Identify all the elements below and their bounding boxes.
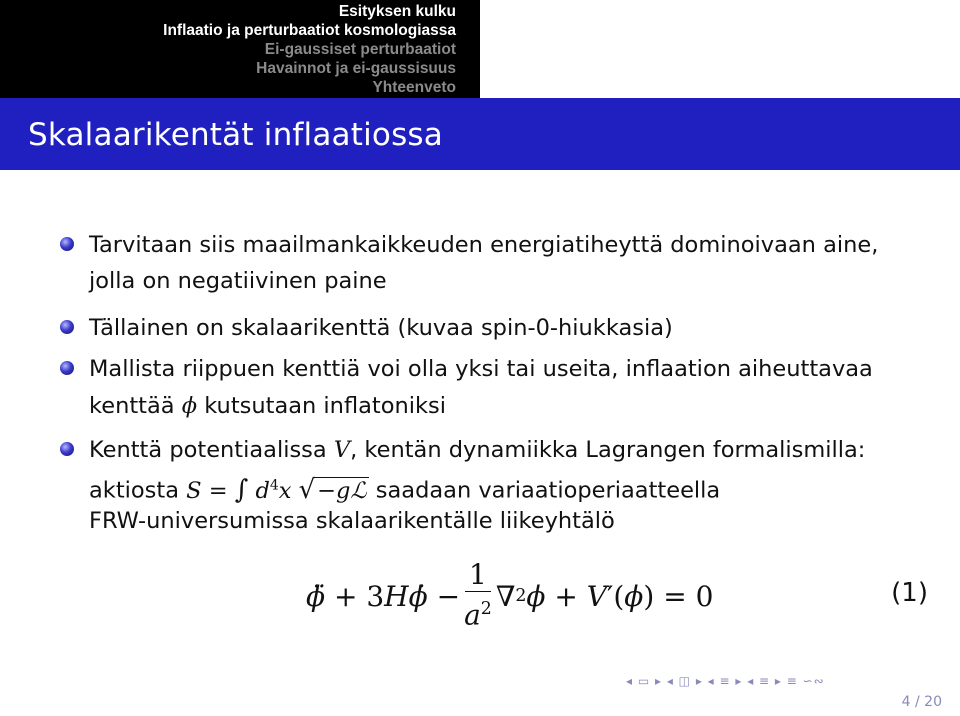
- page-counter: 4 / 20: [901, 694, 942, 710]
- bullet-3-text-post: kutsutaan inflatoniksi: [204, 393, 447, 419]
- potential-symbol: V: [333, 437, 351, 463]
- bullet-ball-icon: [60, 237, 74, 251]
- section-link-inflaatio[interactable]: Inflaatio ja perturbaatiot kosmologiassa: [163, 22, 456, 39]
- action-formula: S = ∫ $d^4x$ √−gℒ: [186, 474, 367, 505]
- bullet-4-line-2-pre: aktiosta: [89, 477, 179, 504]
- headline-bar: [0, 0, 960, 98]
- bullet-3-line-2: [89, 387, 446, 425]
- equation-number: (1): [891, 578, 928, 608]
- equation-of-motion: ϕ̈ + 3 H ϕ̇ − $\frac{1}{a^2}$ ∇ 2 ϕ + V ′( ϕ ) = 0: [306, 558, 714, 632]
- bullet-1-line-1: Tarvitaan siis maailmankaikkeuden energiatiheyttä dominoivaan aine,: [89, 232, 879, 258]
- bullet-4-line-1: [89, 431, 865, 469]
- beamer-navigation-symbols[interactable]: ◂ ▭ ▸ ◂ ◫ ▸ ◂ ≡ ▸ ◂ ≡ ▸ ≡ ∽∾: [626, 674, 825, 688]
- frame-title: Skalaarikentät inflaatiossa: [28, 117, 443, 153]
- section-link-havainnot[interactable]: Havainnot ja ei-gaussisuus: [256, 60, 456, 77]
- bullet-3-line-1: Mallista riippuen kenttiä voi olla yksi tai useita, inflaation aiheuttavaa: [89, 356, 873, 382]
- section-navigation: [16, 0, 456, 97]
- bullet-ball-icon: [60, 320, 74, 334]
- bullet-4-text-pre: Kenttä potentiaalissa: [89, 437, 327, 463]
- bullet-3-text-pre: kenttää: [89, 393, 175, 419]
- section-link-esityksen-kulku[interactable]: Esityksen kulku: [338, 3, 456, 20]
- bullet-ball-icon: [60, 442, 74, 456]
- bullet-ball-icon: [60, 361, 74, 375]
- bullet-4-line-2-post: saadaan variaatioperiaatteella: [375, 477, 721, 504]
- bullet-4-line-3: FRW-universumissa skalaarikentälle liikeyhtälö: [89, 508, 615, 534]
- phi-symbol: ϕ: [181, 393, 198, 419]
- bullet-1-line-2: jolla on negatiivinen paine: [89, 268, 387, 294]
- section-link-ei-gaussiset[interactable]: Ei-gaussiset perturbaatiot: [264, 41, 456, 58]
- section-link-yhteenveto[interactable]: Yhteenveto: [372, 79, 456, 96]
- fraction-one-over-a-squared: $\frac{1}{a^2}$: [464, 558, 492, 632]
- bullet-2-line-1: Tällainen on skalaarikenttä (kuvaa spin-0-hiukkasia): [89, 315, 673, 341]
- headline-box: [0, 0, 480, 98]
- bullet-4-text-post: , kentän dynamiikka Lagrangen formalismilla:: [350, 437, 866, 463]
